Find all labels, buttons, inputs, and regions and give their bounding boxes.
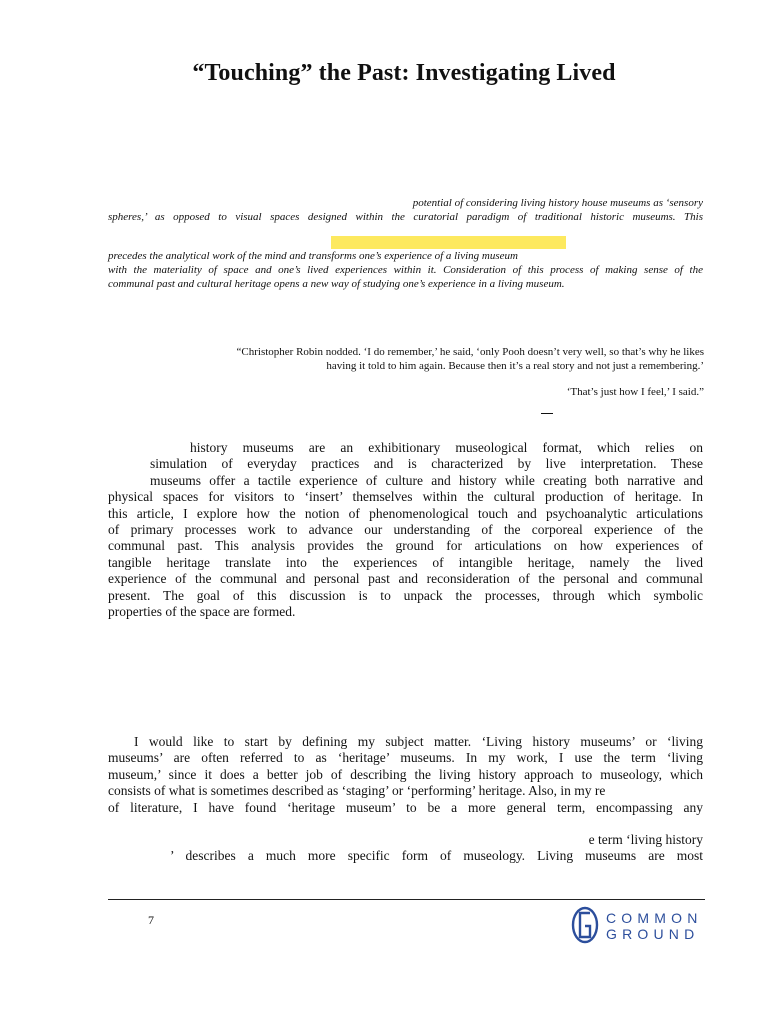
paragraph-line: history museums are an exhibitionary museological format, which relies on (190, 440, 703, 455)
intro-paragraph (108, 440, 703, 620)
paragraph-line: experience of the communal and personal past and reconsideration of the personal and communal (108, 571, 703, 587)
paragraph-line: museums’ are often referred to as ‘heritage’ museums. In my work, I use the term ‘living (108, 750, 703, 766)
epigraph (144, 345, 704, 373)
logo-word-ground: GROUND (606, 926, 700, 942)
page-number: 7 (148, 913, 154, 927)
abstract-line: with the materiality of space and one’s lived experiences within it. Consideration of this process of making sense of the (108, 264, 703, 276)
logo-word-common: COMMON (606, 910, 703, 926)
epigraph-line: having it told to him again. Because then it’s a real story and not just a remembering.’ (326, 360, 704, 372)
section-paragraph-fragment (108, 832, 703, 865)
paragraph-line: communal past. This analysis provides the ground for articulations on how experiences of (108, 538, 703, 554)
epigraph-attribution-dash (541, 413, 553, 414)
abstract-line: spheres,’ as opposed to visual spaces designed within the curatorial paradigm of traditional historic museums. This (108, 211, 703, 223)
paragraph-line: museum,’ since it does a better job of describing the living history approach to museology, which (108, 766, 703, 782)
paragraph-line: consists of what is sometimes described as ‘staging’ or ‘performing’ heritage. Also, in my re (108, 783, 606, 799)
paragraph-line: this article, I explore how the notion of phenomenological touch and psychoanalytic articulations (108, 505, 703, 521)
paragraph-line: ’ describes a much more specific form of museology. Living museums are most (170, 848, 703, 864)
paragraph-line: of literature, I have found ‘heritage museum’ to be a more general term, encompassing any (108, 799, 703, 815)
common-ground-logo-icon (570, 905, 600, 945)
paragraph-line: I would like to start by defining my subject matter. ‘Living history museums’ or ‘living (134, 734, 703, 749)
abstract-line: communal past and cultural heritage opens a new way of studying one’s experience in a living museum. (108, 278, 565, 290)
text-highlight (331, 236, 566, 249)
abstract-continued (108, 249, 703, 291)
paragraph-line: tangible heritage translate into the experiences of intangible heritage, namely the lived (108, 554, 703, 570)
paragraph-line: museums offer a tactile experience of culture and history while creating both narrative and (150, 472, 703, 488)
epigraph-reply (144, 385, 704, 399)
article-title: “Touching” the Past: Investigating Lived (192, 60, 616, 86)
abstract-line: potential of considering living history house museums as ‘sensory (412, 197, 703, 209)
abstract-line: precedes the analytical work of the mind and transforms one’s experience of a living museum (108, 250, 518, 262)
paragraph-line: physical spaces for visitors to ‘insert’ themselves within the cultural production of heritage. In (108, 489, 703, 505)
paragraph-line: properties of the space are formed. (108, 603, 296, 619)
paragraph-line: simulation of everyday practices and is characterized by live interpretation. These (150, 456, 703, 472)
paragraph-line: e term ‘living history (588, 832, 703, 847)
logo-wordmark (606, 910, 703, 942)
paragraph-line: present. The goal of this discussion is to unpack the processes, through which symbolic (108, 587, 703, 603)
section-paragraph (108, 734, 703, 816)
paragraph-line: of primary processes work to advance our understanding of the corporeal experience of the (108, 521, 703, 537)
epigraph-line: “Christopher Robin nodded. ‘I do remember,’ he said, ‘only Pooh doesn’t very well, so that’s why he likes (236, 346, 704, 358)
footer-rule (108, 899, 705, 900)
epigraph-line: ‘That’s just how I feel,’ I said.” (566, 386, 704, 398)
abstract (108, 196, 703, 224)
